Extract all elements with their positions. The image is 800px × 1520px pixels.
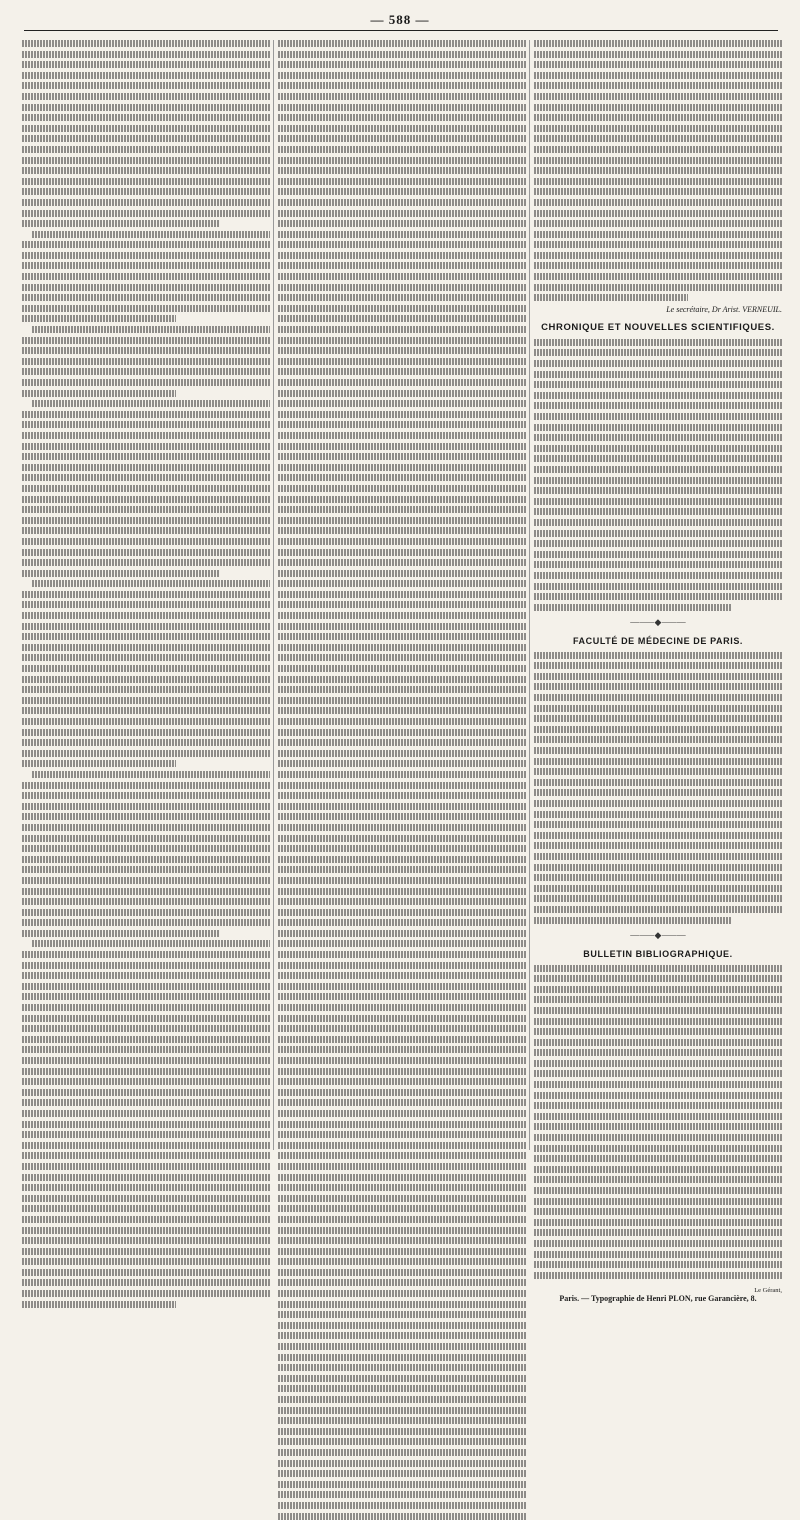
header-rule — [24, 30, 778, 31]
column-right — [534, 40, 782, 1303]
column-middle — [278, 40, 526, 1148]
section-title-chronique: CHRONIQUE ET NOUVELLES SCIENTIFIQUES. — [541, 321, 775, 333]
page-number: — 588 — — [370, 12, 430, 27]
column-divider — [273, 40, 274, 1150]
ornament-divider: —⸺◆⸺— — [630, 616, 686, 627]
page-footer — [534, 1287, 782, 1303]
section-title-faculte: FACULTÉ DE MÉDECINE DE PARIS. — [572, 635, 744, 646]
ornament-divider: —⸺◆⸺— — [630, 929, 686, 940]
body-text-block — [534, 40, 782, 301]
section-title-bulletin: BULLETIN BIBLIOGRAPHIQUE. — [583, 948, 733, 959]
imprint-line: Paris. — Typographie de Henri PLON, rue Garancière, 8. — [559, 1293, 757, 1303]
body-text-block — [22, 40, 270, 1308]
signature: Le secrétaire, Dr Arist. VERNEUIL. — [666, 304, 782, 314]
chronique-text — [534, 339, 782, 611]
column-left — [22, 40, 270, 1148]
gerant-line: Le Gérant, — [754, 1286, 782, 1294]
column-divider — [529, 40, 530, 1150]
bulletin-text — [534, 965, 782, 1279]
faculte-text — [534, 652, 782, 924]
body-text-block — [278, 40, 526, 1520]
